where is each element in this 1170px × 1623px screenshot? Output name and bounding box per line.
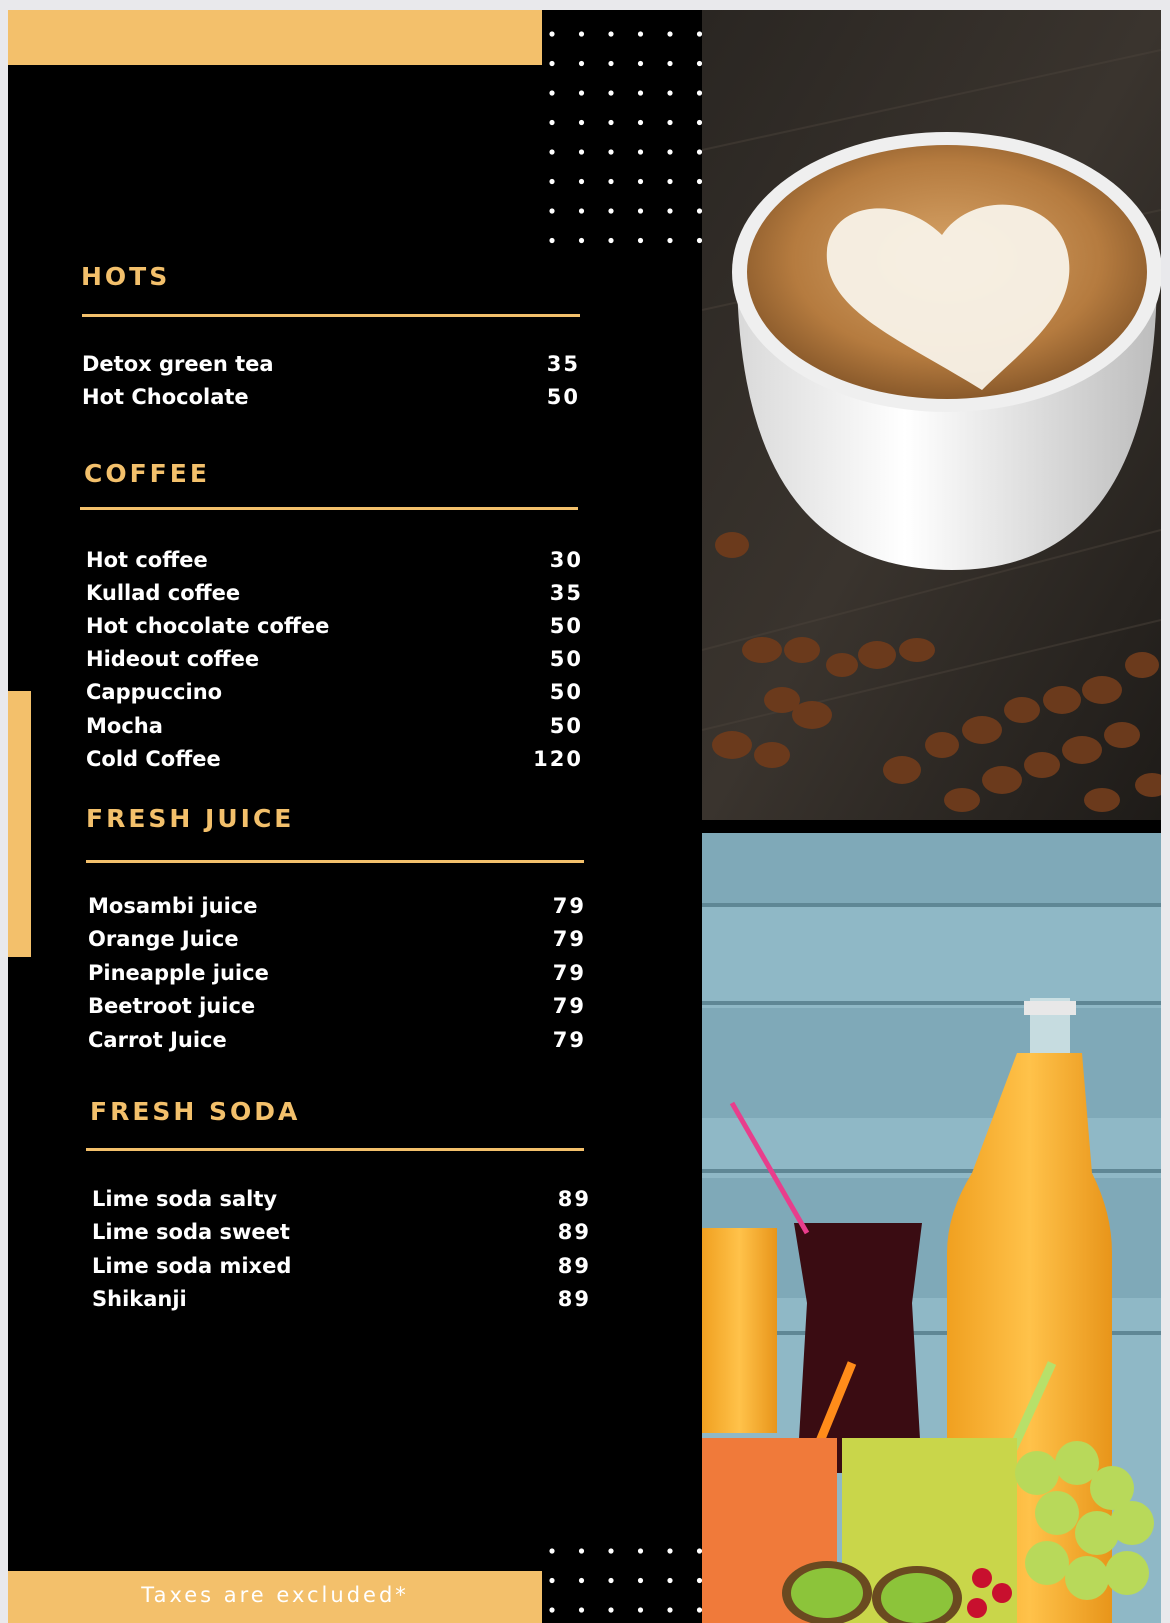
decorative-dot	[549, 90, 554, 95]
decorative-dot	[549, 1548, 554, 1553]
decorative-dot	[667, 179, 672, 184]
decorative-dot	[608, 208, 613, 213]
decorative-dot	[638, 31, 643, 36]
menu-item-name: Kullad coffee	[86, 581, 241, 605]
decorative-dot	[667, 31, 672, 36]
menu-item-name: Carrot Juice	[88, 1028, 227, 1052]
decorative-dot	[608, 179, 613, 184]
menu-item-name: Hideout coffee	[86, 647, 260, 671]
decorative-dot	[608, 238, 613, 243]
section-title-fresh-juice: FRESH JUICE	[86, 804, 295, 833]
decorative-dot	[638, 1548, 643, 1553]
menu-item-price: 30	[549, 548, 583, 572]
menu-item-name: Hot Chocolate	[82, 385, 249, 409]
menu-item-price: 89	[557, 1287, 591, 1311]
menu-item-name: Hot coffee	[86, 548, 208, 572]
menu-item-price: 50	[549, 647, 583, 671]
decorative-dot	[608, 149, 613, 154]
menu-item-name: Cappuccino	[86, 680, 223, 704]
decorative-dot	[579, 61, 584, 66]
menu-item-price: 79	[552, 894, 586, 918]
menu-item-name: Mosambi juice	[88, 894, 258, 918]
decorative-dot	[579, 1578, 584, 1583]
decorative-dot	[579, 31, 584, 36]
decorative-dot	[667, 238, 672, 243]
decorative-dot	[608, 1548, 613, 1553]
menu-item-name: Lime soda salty	[92, 1187, 278, 1211]
decorative-dot	[549, 31, 554, 36]
menu-item-price: 50	[546, 385, 580, 409]
menu-item-price: 79	[552, 961, 586, 985]
decorative-dot	[549, 208, 554, 213]
section-title-coffee: COFFEE	[84, 459, 210, 488]
dot-pattern-top	[542, 24, 712, 266]
decorative-dot	[638, 208, 643, 213]
decorative-dot	[549, 61, 554, 66]
menu-item-price: 89	[557, 1220, 591, 1244]
menu-item-price: 89	[557, 1254, 591, 1278]
decorative-dot	[638, 90, 643, 95]
menu-item-price: 35	[549, 581, 583, 605]
menu-item-price: 79	[552, 994, 586, 1018]
menu-item-name: Hot chocolate coffee	[86, 614, 330, 638]
decorative-dot	[549, 1578, 554, 1583]
decorative-dot	[579, 208, 584, 213]
decorative-dot	[667, 61, 672, 66]
decorative-dot	[667, 90, 672, 95]
decorative-dot	[579, 238, 584, 243]
decorative-dot	[667, 208, 672, 213]
top-accent-bar	[8, 10, 542, 65]
menu-item-price: 50	[549, 614, 583, 638]
dot-pattern-bottom	[542, 1541, 712, 1623]
decorative-dot	[579, 120, 584, 125]
decorative-dot	[638, 1578, 643, 1583]
decorative-dot	[638, 179, 643, 184]
decorative-dot	[638, 120, 643, 125]
decorative-dot	[667, 149, 672, 154]
taxes-note: Taxes are excluded*	[141, 1583, 409, 1607]
decorative-dot	[549, 1607, 554, 1612]
section-divider	[86, 1148, 584, 1151]
menu-item-price: 79	[552, 1028, 586, 1052]
decorative-dot	[549, 120, 554, 125]
decorative-dot	[608, 1607, 613, 1612]
decorative-dot	[579, 1607, 584, 1612]
menu-item-name: Mocha	[86, 714, 163, 738]
decorative-dot	[549, 149, 554, 154]
decorative-dot	[608, 120, 613, 125]
decorative-dot	[608, 1578, 613, 1583]
menu-item-name: Shikanji	[92, 1287, 187, 1311]
decorative-dot	[638, 149, 643, 154]
decorative-dot	[638, 61, 643, 66]
menu-item-name: Lime soda sweet	[92, 1220, 290, 1244]
decorative-dot	[608, 61, 613, 66]
section-title-fresh-soda: FRESH SODA	[90, 1097, 301, 1126]
section-divider	[86, 860, 584, 863]
menu-page	[8, 10, 1161, 1623]
section-divider	[80, 507, 578, 510]
menu-item-name: Beetroot juice	[88, 994, 256, 1018]
menu-item-price: 79	[552, 927, 586, 951]
menu-item-price: 120	[533, 747, 583, 771]
side-accent-bar	[8, 691, 31, 957]
decorative-dot	[579, 179, 584, 184]
menu-item-price: 50	[549, 714, 583, 738]
menu-item-name: Cold Coffee	[86, 747, 221, 771]
menu-item-price: 35	[546, 352, 580, 376]
decorative-dot	[608, 90, 613, 95]
menu-item-name: Detox green tea	[82, 352, 274, 376]
decorative-dot	[667, 1607, 672, 1612]
menu-item-price: 50	[549, 680, 583, 704]
menu-item-name: Pineapple juice	[88, 961, 269, 985]
decorative-dot	[549, 179, 554, 184]
decorative-dot	[579, 149, 584, 154]
section-title-hots: HOTS	[81, 262, 171, 291]
decorative-dot	[549, 238, 554, 243]
decorative-dot	[667, 1548, 672, 1553]
decorative-dot	[638, 1607, 643, 1612]
menu-item-name: Orange Juice	[88, 927, 239, 951]
juice-photo	[702, 833, 1161, 1623]
coffee-photo	[702, 10, 1161, 820]
section-divider	[82, 314, 580, 317]
decorative-dot	[579, 1548, 584, 1553]
menu-item-price: 89	[557, 1187, 591, 1211]
decorative-dot	[579, 90, 584, 95]
decorative-dot	[667, 1578, 672, 1583]
decorative-dot	[638, 238, 643, 243]
decorative-dot	[608, 31, 613, 36]
menu-item-name: Lime soda mixed	[92, 1254, 292, 1278]
decorative-dot	[667, 120, 672, 125]
